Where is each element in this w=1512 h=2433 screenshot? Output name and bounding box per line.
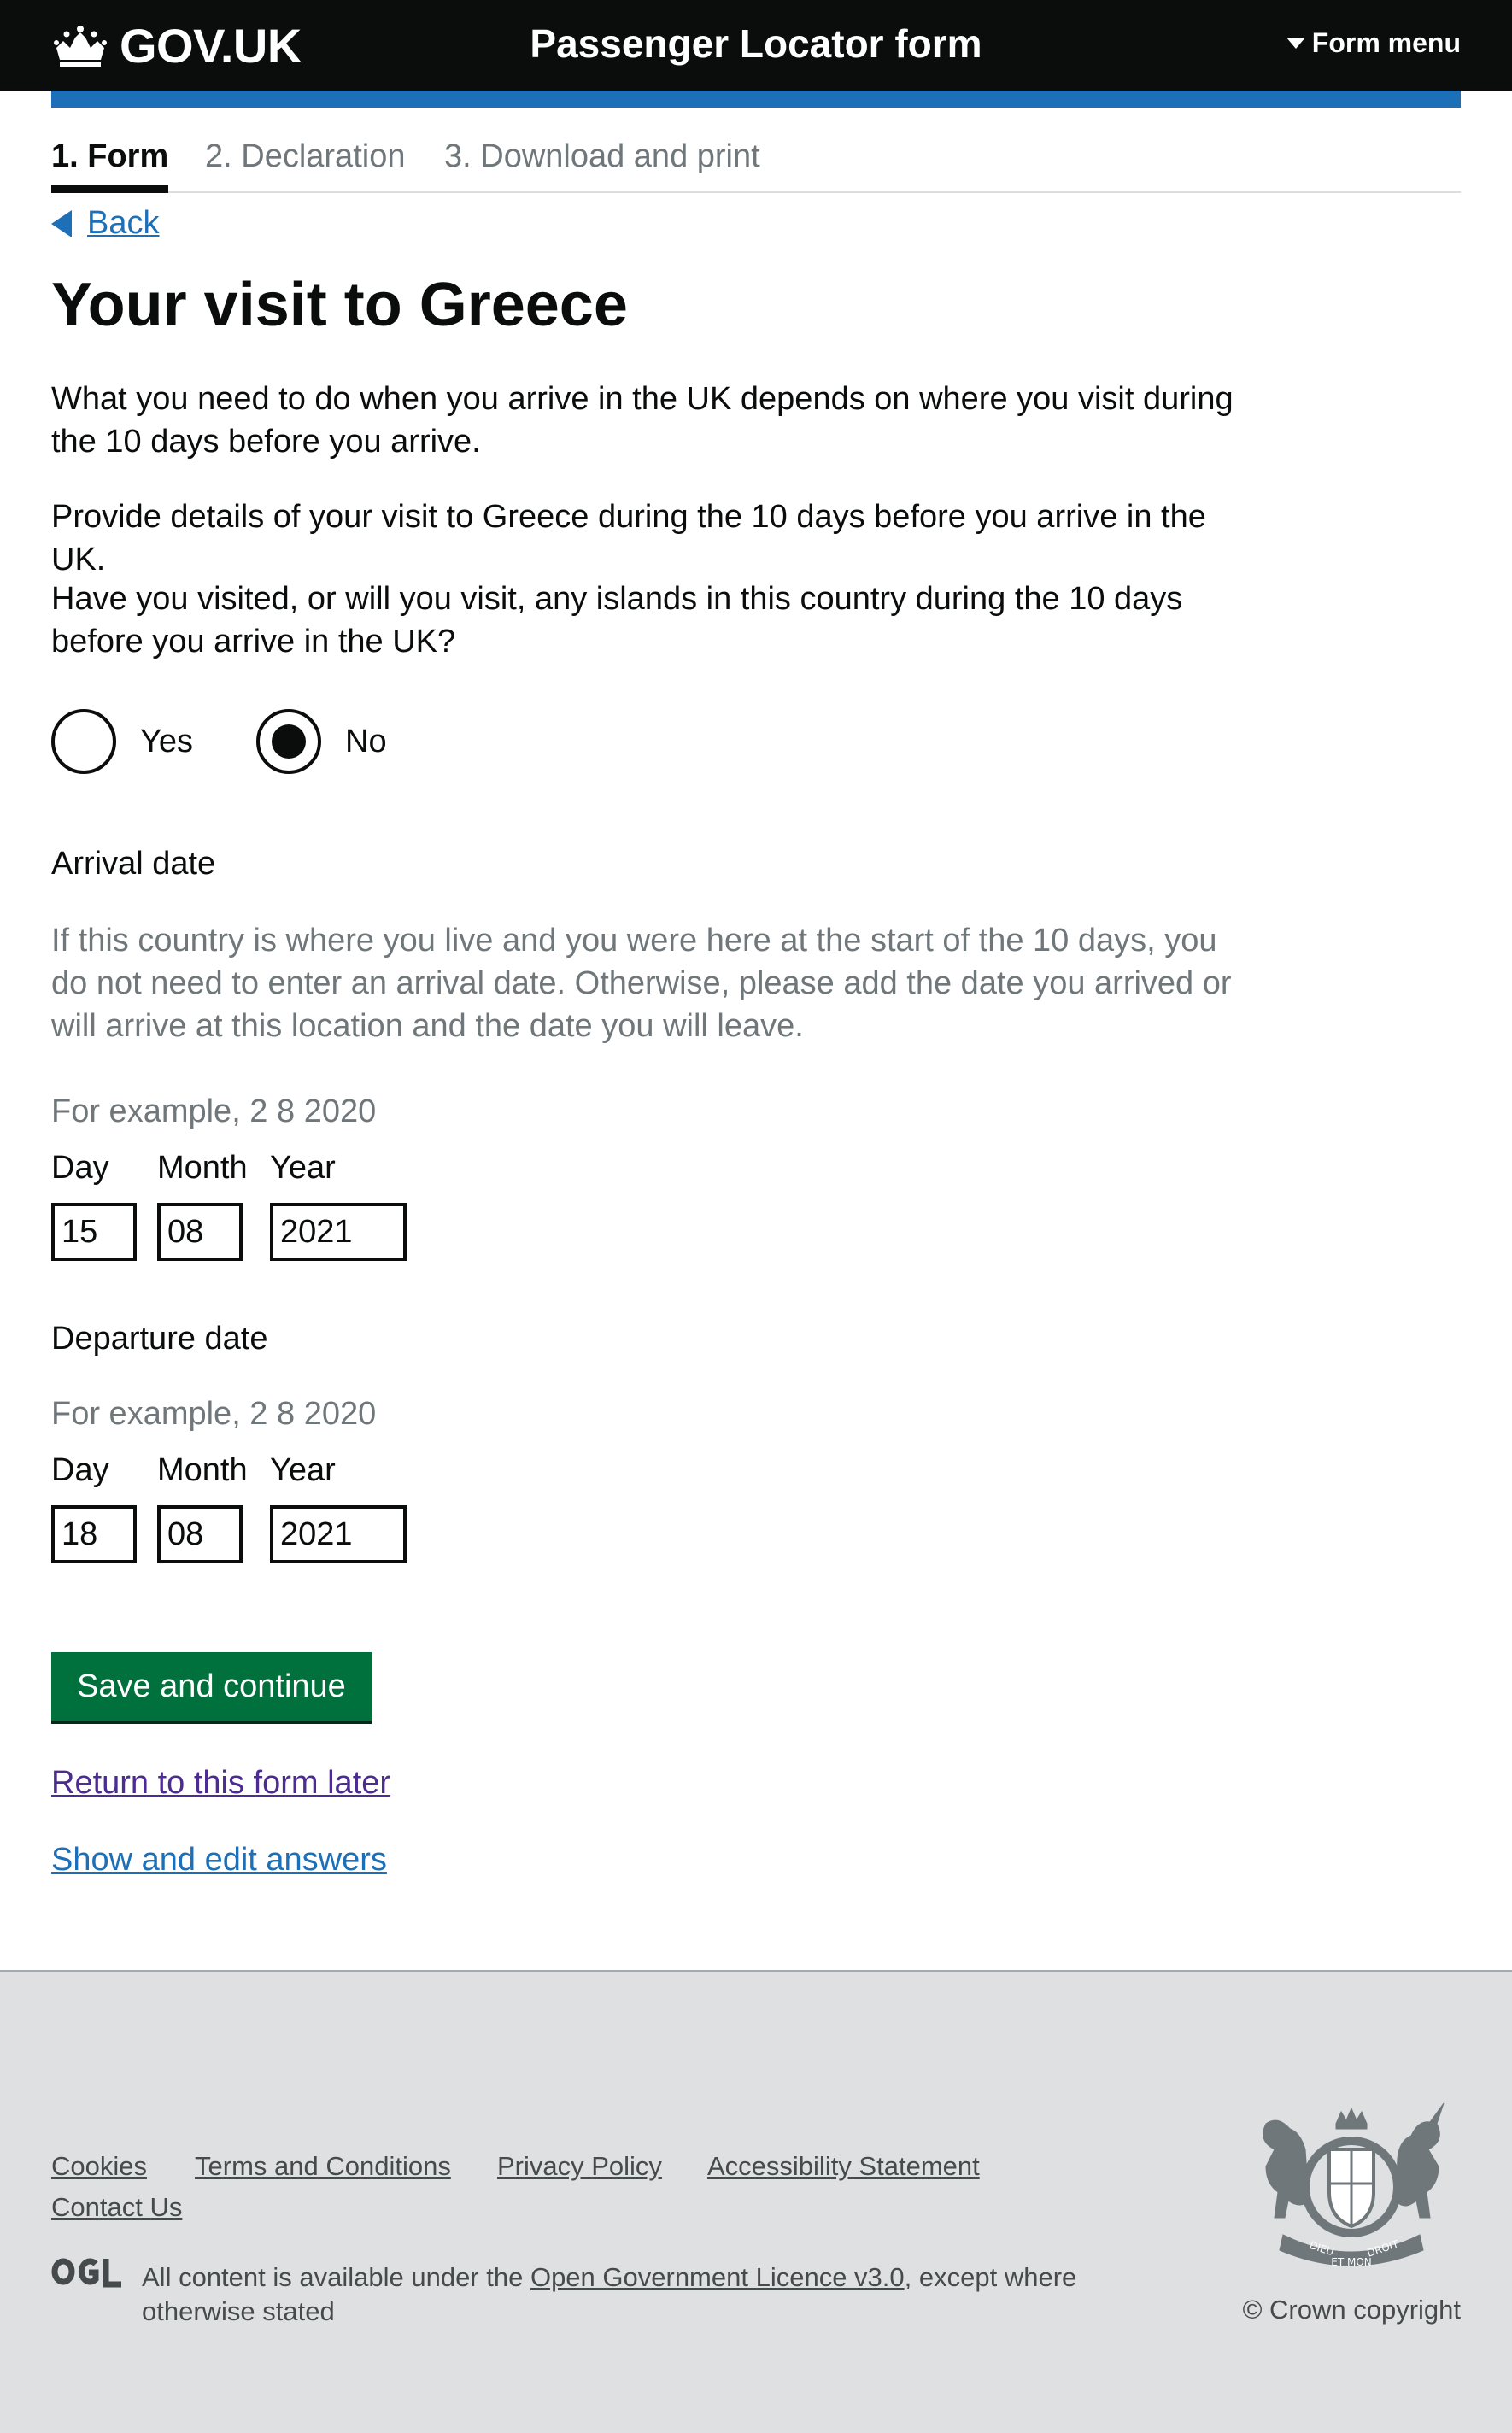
svg-text:DIEU: DIEU [1308,2239,1336,2259]
service-name-link[interactable]: Passenger Locator form [530,21,982,66]
radio-no-circle[interactable] [256,709,321,774]
licence-suffix: , except where otherwise stated [142,2262,1077,2326]
form-menu-toggle[interactable] [1286,27,1461,59]
arrival-month-label: Month [157,1150,248,1186]
back-link[interactable] [51,205,159,242]
header-accent-bar [51,91,1461,108]
step-form[interactable]: 1. Form [51,138,169,174]
save-and-continue-button[interactable]: Save and continue [51,1652,372,1721]
arrival-day-label: Day [51,1150,109,1186]
radio-yes[interactable] [51,709,193,774]
departure-month-label: Month [157,1452,248,1488]
licence-text [142,2260,1099,2329]
show-edit-answers-link[interactable]: Show and edit answers [51,1842,387,1878]
page-title: Your visit to Greece [51,271,628,339]
intro-paragraph-2: Provide details of your visit to Greece during the 10 days before you arrive in the UK. [51,499,1206,577]
crown-icon [51,22,109,68]
svg-text:ET MON: ET MON [1331,2256,1372,2268]
triangle-down-icon [1286,38,1305,49]
radio-yes-circle[interactable] [51,709,116,774]
departure-date-legend: Departure date [51,1321,268,1357]
arrival-date-example: For example, 2 8 2020 [51,1093,377,1129]
svg-text:DROIT: DROIT [1365,2237,1400,2260]
step-navigation [51,108,1461,193]
arrival-day-input[interactable] [51,1203,137,1261]
form-menu-label: Form menu [1311,27,1461,58]
step-download-print[interactable]: 3. Download and print [444,138,760,174]
arrival-date-legend: Arrival date [51,846,216,882]
ogl-logo-icon [51,2255,123,2288]
arrival-year-input[interactable] [270,1203,407,1261]
departure-month-input[interactable] [157,1505,243,1563]
licence-prefix: All content is available under the [142,2262,530,2292]
footer-link-cookies[interactable]: Cookies [51,2151,147,2181]
departure-day-label: Day [51,1452,109,1488]
departure-year-label: Year [270,1452,336,1488]
footer-link-contact[interactable]: Contact Us [51,2192,183,2222]
step-declaration[interactable]: 2. Declaration [205,138,406,174]
arrival-date-hint: If this country is where you live and you were here at the start of the 10 days, you do not need to enter an arrival date. Otherwise, please add the date you arrived or will arrive at this location and the date you will leave. [51,923,1232,1044]
site-header [0,0,1512,91]
arrival-month-input[interactable] [157,1203,243,1261]
islands-question: Have you visited, or will you visit, any islands in this country during the 10 days before you arrive in the UK? [51,581,1183,660]
radio-yes-label[interactable]: Yes [140,723,193,759]
royal-coat-of-arms-icon [1240,2098,1462,2278]
govuk-logo[interactable] [51,18,302,73]
departure-year-input[interactable] [270,1505,407,1563]
radio-no[interactable] [256,709,387,774]
logo-text: GOV.UK [120,18,302,73]
triangle-left-icon [51,210,72,237]
arrival-year-label: Year [270,1150,336,1186]
return-later-link[interactable]: Return to this form later [51,1765,391,1801]
crown-copyright: © Crown copyright [1242,2295,1461,2325]
radio-no-label[interactable]: No [345,723,387,759]
intro-paragraph-1: What you need to do when you arrive in the UK depends on where you visit during the 10 days before you arrive. [51,381,1234,460]
departure-date-example: For example, 2 8 2020 [51,1396,377,1432]
back-link-label: Back [87,205,160,241]
departure-day-input[interactable] [51,1505,137,1563]
footer-link-accessibility[interactable]: Accessibility Statement [707,2151,980,2181]
footer-link-terms[interactable]: Terms and Conditions [195,2151,451,2181]
footer-link-privacy[interactable]: Privacy Policy [497,2151,662,2181]
ogl-licence-link[interactable]: Open Government Licence v3.0 [530,2262,905,2292]
